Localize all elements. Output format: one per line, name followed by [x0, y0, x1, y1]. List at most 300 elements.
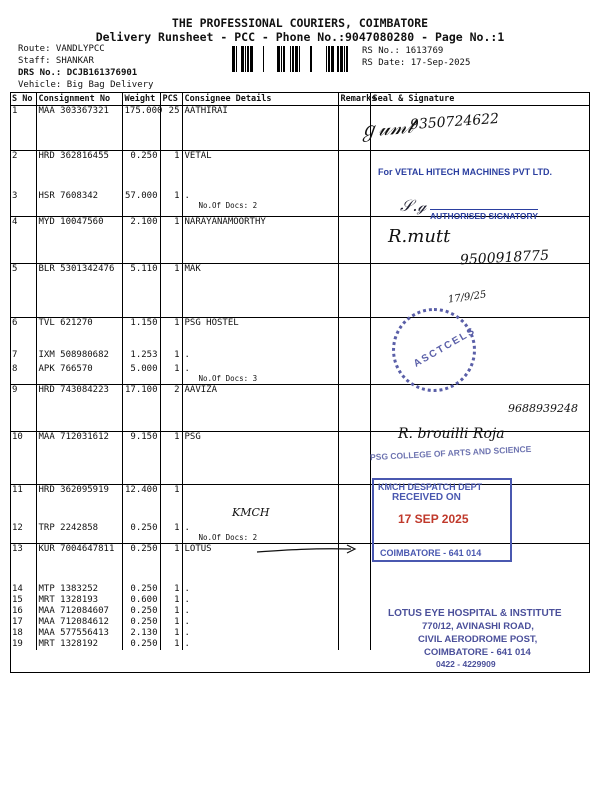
row-pcs-text: 1 — [174, 151, 180, 161]
row-seal — [370, 639, 590, 650]
row-sno — [10, 106, 36, 151]
row-consignment-no — [36, 151, 122, 191]
row-pcs — [160, 523, 182, 544]
row-weight-text: 0.250 — [130, 616, 158, 627]
barcode-bar — [236, 46, 237, 72]
row-consignment-no-text: HSR 7608342 — [38, 190, 99, 201]
row-sno — [10, 544, 36, 584]
row-consignment-no — [36, 350, 122, 364]
row-consignee-text: . — [184, 583, 190, 594]
row-sno-text: 5 — [12, 264, 18, 274]
handwritten-name-4: R.mutt — [388, 226, 451, 247]
signature-row-3: 𝒮.ℊ — [400, 196, 427, 215]
row-consignment-no — [36, 639, 122, 650]
row-consignee — [182, 318, 338, 350]
table-row — [10, 432, 590, 485]
row-weight-text: 2.100 — [130, 217, 158, 227]
row-consignment-no-text: HRD 362816455 — [38, 151, 109, 161]
row-consignee-text: . — [184, 616, 190, 627]
row-seal — [370, 318, 590, 350]
row-pcs — [160, 639, 182, 650]
row-seal — [370, 432, 590, 485]
row-consignment-no — [36, 385, 122, 432]
psg-college-stamp: PSG COLLEGE OF ARTS AND SCIENCE — [369, 443, 532, 463]
lotus-stamp-line5: 0422 - 4229909 — [436, 659, 496, 669]
barcode-bar — [331, 46, 334, 72]
row-weight-text: 9.150 — [130, 432, 158, 442]
row-weight — [122, 364, 160, 385]
row-consignment-no-text: MAA 712031612 — [38, 432, 109, 442]
row-consignment-no — [36, 432, 122, 485]
barcode-bar — [326, 46, 327, 72]
row-weight — [122, 217, 160, 264]
row-consignee-text: . — [184, 522, 190, 533]
row-consignee-text: . — [184, 363, 190, 374]
table-header-row — [10, 92, 590, 106]
row-consignee-text: VETAL — [184, 151, 212, 161]
row-weight-text: 0.250 — [130, 605, 158, 616]
col-header-seal: Seal & Signature — [370, 92, 590, 106]
row-weight-text: 0.250 — [130, 151, 158, 161]
row-sno-text: 11 — [12, 485, 23, 495]
vetal-company-stamp: For VETAL HITECH MACHINES PVT LTD. — [378, 167, 553, 177]
row-seal — [370, 606, 590, 617]
table-row — [10, 191, 590, 217]
table-row — [10, 385, 590, 432]
table-row — [10, 523, 590, 544]
rs-no-label: RS No.: 1613769 — [362, 46, 444, 56]
row-seal — [370, 217, 590, 264]
row-sno-text: 19 — [12, 638, 23, 649]
barcode-bar — [283, 46, 285, 72]
table-row — [10, 106, 590, 151]
row-consignment-no — [36, 606, 122, 617]
signature-row-1: ℊ𝓊𝓂𝓉 — [357, 113, 415, 143]
row-consignment-no — [36, 584, 122, 595]
row-sno — [10, 432, 36, 485]
row-weight — [122, 628, 160, 639]
lotus-stamp-line3: CIVIL AERODROME POST, — [418, 634, 538, 645]
row-weight-text: 1.253 — [130, 349, 158, 360]
row-weight-text: 5.000 — [130, 363, 158, 374]
barcode-bar — [295, 46, 298, 72]
row-consignee — [182, 628, 338, 639]
table-row — [10, 318, 590, 350]
row-remarks — [338, 639, 370, 650]
staff-label: Staff: SHANKAR — [18, 56, 94, 66]
row-consignee — [182, 432, 338, 485]
row-seal — [370, 544, 590, 584]
row-seal — [370, 350, 590, 364]
row-consignment-no-text: MRT 1328193 — [38, 594, 99, 605]
row-consignment-no-text: MTP 1383252 — [38, 583, 99, 594]
row-consignment-no-text: MYD 10047560 — [38, 217, 104, 227]
row-pcs — [160, 432, 182, 485]
row-remarks — [338, 523, 370, 544]
row-seal — [370, 485, 590, 523]
row-pcs — [160, 106, 182, 151]
row-remarks — [338, 350, 370, 364]
row-pcs-text: 1 — [174, 485, 180, 495]
vetal-signatory-stamp: AUTHORISED SIGNATORY — [430, 211, 538, 221]
row-remarks — [338, 364, 370, 385]
row-sno-text: 3 — [12, 190, 18, 201]
row-consignment-no-text: MAA 303367321 — [38, 106, 109, 116]
barcode-bar — [310, 46, 312, 72]
barcode-bar — [340, 46, 343, 72]
row-weight — [122, 264, 160, 318]
row-pcs-text: 1 — [174, 264, 180, 274]
lotus-stamp-line2: 770/12, AVINASHI ROAD, — [422, 621, 534, 632]
row-consignee-text: AAVIZA — [184, 385, 218, 395]
row-weight — [122, 606, 160, 617]
row-remarks — [338, 606, 370, 617]
row-sno-text: 8 — [12, 363, 18, 374]
row-consignee-text: . — [184, 638, 190, 649]
row-consignee — [182, 106, 338, 151]
row-consignment-no — [36, 318, 122, 350]
row-consignee-text: PSG HOSTEL — [184, 318, 239, 328]
row-sno-text: 6 — [12, 318, 18, 328]
row-consignee-text: PSG — [184, 432, 201, 442]
row-consignment-no — [36, 264, 122, 318]
row-sno-text: 16 — [12, 605, 23, 616]
row-pcs-text: 1 — [174, 594, 180, 605]
row-consignee — [182, 584, 338, 595]
barcode-bar — [346, 46, 348, 72]
barcode-bar — [337, 46, 339, 72]
row-weight — [122, 639, 160, 650]
row-pcs-text: 1 — [174, 349, 180, 360]
row-consignment-no — [36, 595, 122, 606]
row-pcs — [160, 485, 182, 523]
lotus-stamp-line4: COIMBATORE - 641 014 — [424, 647, 531, 658]
row-consignment-no-text: HRD 362095919 — [38, 485, 109, 495]
col-header-remarks: Remarks — [338, 92, 370, 106]
row-remarks — [338, 617, 370, 628]
row-weight-text: 0.250 — [130, 583, 158, 594]
row-consignee — [182, 639, 338, 650]
row-sno-text: 1 — [12, 106, 18, 116]
row-seal — [370, 628, 590, 639]
docs-count-note: No.Of Docs: 2 — [198, 200, 258, 210]
row-sno — [10, 364, 36, 385]
row-weight — [122, 151, 160, 191]
row-sno — [10, 385, 36, 432]
barcode-bar — [277, 46, 280, 72]
kmch-stamp-title: KMCH DESPATCH DEPT — [378, 482, 483, 492]
row-consignee-text: . — [184, 627, 190, 638]
row-weight-text: 57.000 — [124, 190, 158, 201]
row-consignee — [182, 523, 338, 544]
table-row — [10, 544, 590, 584]
table-row — [10, 217, 590, 264]
row-weight — [122, 584, 160, 595]
row-pcs-text: 1 — [174, 522, 180, 533]
runsheet-subtitle: Delivery Runsheet - PCC - Phone No.:9047080280 - Page No.:1 — [95, 30, 505, 44]
row-pcs — [160, 544, 182, 584]
row-seal — [370, 191, 590, 217]
row-consignment-no — [36, 523, 122, 544]
row-weight — [122, 385, 160, 432]
row-consignment-no-text: KUR 7004647811 — [38, 544, 115, 554]
row-consignee — [182, 364, 338, 385]
row-consignee-text: MAK — [184, 264, 201, 274]
row-weight — [122, 617, 160, 628]
barcode-bar — [292, 46, 294, 72]
row-pcs-text: 1 — [174, 616, 180, 627]
row-pcs — [160, 606, 182, 617]
row-consignment-no-text: HRD 743084223 — [38, 385, 109, 395]
row-pcs-text: 1 — [174, 190, 180, 201]
row-seal — [370, 385, 590, 432]
row-remarks — [338, 432, 370, 485]
table-row — [10, 584, 590, 595]
table-row — [10, 606, 590, 617]
row-consignee — [182, 350, 338, 364]
row-sno-text: 4 — [12, 217, 18, 227]
row-consignee-text: AATHIRAI — [184, 106, 228, 116]
lotus-stamp-line1: LOTUS EYE HOSPITAL & INSTITUTE — [388, 608, 562, 619]
barcode-bar — [250, 46, 253, 72]
row-remarks — [338, 485, 370, 523]
row-sno — [10, 485, 36, 523]
row-consignee — [182, 485, 338, 523]
barcode-bar — [299, 46, 300, 72]
row-seal — [370, 264, 590, 318]
table-row — [10, 264, 590, 318]
row-weight-text: 0.250 — [130, 522, 158, 533]
table-row — [10, 595, 590, 606]
handwritten-cons-11: KMCH — [232, 506, 270, 519]
row-pcs — [160, 151, 182, 191]
row-consignee-text: . — [184, 190, 190, 201]
company-title: THE PROFESSIONAL COURIERS, COIMBATORE — [171, 16, 429, 30]
table-row — [10, 364, 590, 385]
route-label: Route: VANDLYPCC — [18, 44, 105, 54]
table-row — [10, 639, 590, 650]
row-consignee — [182, 617, 338, 628]
row-consignee — [182, 191, 338, 217]
row-weight-text: 0.600 — [130, 594, 158, 605]
row-pcs-text: 1 — [174, 544, 180, 554]
drs-label: DRS No.: DCJB161376901 — [18, 68, 138, 78]
row-weight — [122, 106, 163, 151]
row-remarks — [338, 151, 370, 191]
row-weight — [122, 191, 160, 217]
row-pcs-text: 1 — [174, 605, 180, 616]
row-remarks — [338, 264, 370, 318]
row-weight-text: 0.250 — [130, 544, 158, 554]
row-pcs-text: 2 — [174, 385, 180, 395]
row-consignee — [182, 595, 338, 606]
row-sno-text: 15 — [12, 594, 23, 605]
col-header-pcs: PCS — [160, 92, 182, 106]
row-sno — [10, 151, 36, 191]
row-consignee — [182, 606, 338, 617]
table-body — [10, 106, 590, 650]
row-weight — [122, 523, 160, 544]
handwritten-phone-9: 9688939248 — [508, 402, 578, 415]
row-pcs — [160, 364, 182, 385]
row-weight-text: 12.400 — [124, 485, 158, 495]
row-consignee-text: . — [184, 605, 190, 616]
row-weight — [122, 318, 160, 350]
table-row — [10, 350, 590, 364]
row-consignment-no — [36, 191, 122, 217]
row-weight — [122, 595, 160, 606]
row-sno — [10, 584, 36, 595]
date-scrawl: 17/9/25 — [447, 289, 488, 306]
row-consignment-no-text: TVL 621270 — [38, 318, 93, 328]
row-pcs-text: 1 — [174, 318, 180, 328]
row-consignment-no-text: TRP 2242858 — [38, 522, 99, 533]
row-remarks — [338, 217, 370, 264]
row-pcs-text: 1 — [174, 432, 180, 442]
row-consignment-no-text: IXM 508980682 — [38, 349, 109, 360]
row-sno-text: 7 — [12, 349, 18, 360]
row-consignment-no-text: MAA 577556413 — [38, 627, 109, 638]
row-pcs — [160, 264, 182, 318]
row-seal — [370, 364, 590, 385]
table-row — [10, 617, 590, 628]
row-consignment-no-text: APK 766570 — [38, 363, 93, 374]
row-consignee — [182, 544, 338, 584]
row-sno — [10, 217, 36, 264]
row-consignee-text: . — [184, 594, 190, 605]
row-consignment-no — [36, 364, 122, 385]
row-weight — [122, 432, 160, 485]
row-consignment-no — [36, 106, 122, 151]
rs-date-label: RS Date: 17-Sep-2025 — [362, 58, 471, 68]
row-pcs-text: 1 — [174, 363, 180, 374]
barcode-bar — [328, 46, 330, 72]
row-pcs — [160, 628, 182, 639]
row-pcs-text: 25 — [168, 106, 180, 116]
row-seal — [370, 106, 590, 151]
row-sno — [10, 617, 36, 628]
row-consignment-no — [36, 617, 122, 628]
docs-count-note: No.Of Docs: 3 — [198, 373, 258, 383]
row-sno — [10, 523, 36, 544]
row-remarks — [338, 584, 370, 595]
row-consignment-no — [36, 485, 122, 523]
row-sno — [10, 264, 36, 318]
row-sno — [10, 606, 36, 617]
barcode-image — [232, 46, 357, 72]
row-pcs — [160, 595, 182, 606]
col-header-consignment: Consignment No — [36, 92, 122, 106]
row-pcs — [160, 617, 182, 628]
vehicle-label: Vehicle: Big Bag Delivery — [18, 80, 154, 90]
row-sno-text: 10 — [12, 432, 23, 442]
row-consignment-no-text: MRT 1328192 — [38, 638, 99, 649]
row-consignment-no — [36, 544, 122, 584]
runsheet-table — [10, 92, 590, 650]
row-remarks — [338, 628, 370, 639]
row-consignment-no-text: BLR 5301342476 — [38, 264, 115, 274]
row-weight — [122, 485, 160, 523]
row-weight — [122, 350, 160, 364]
row-seal — [370, 617, 590, 628]
row-sno-text: 2 — [12, 151, 18, 161]
row-remarks — [338, 544, 370, 584]
row-weight-text: 175.000 — [124, 106, 163, 116]
row-sno — [10, 639, 36, 650]
barcode-bar — [281, 46, 282, 72]
row-consignee-text: . — [184, 349, 190, 360]
row-consignment-no-text: MAA 712084612 — [38, 616, 109, 627]
row-pcs — [160, 318, 182, 350]
row-pcs — [160, 191, 182, 217]
row-weight-text: 2.130 — [130, 627, 158, 638]
table-row — [10, 485, 590, 523]
row-remarks — [338, 191, 370, 217]
row-pcs — [160, 385, 182, 432]
row-remarks — [338, 385, 370, 432]
row-consignee — [182, 151, 338, 191]
row-seal — [370, 595, 590, 606]
row-pcs-text: 1 — [174, 627, 180, 638]
kmch-stamp-received: RECEIVED ON — [392, 492, 461, 503]
row-pcs-text: 1 — [174, 217, 180, 227]
row-remarks — [338, 106, 370, 151]
row-consignment-no-text: MAA 712084607 — [38, 605, 109, 616]
barcode-bar — [344, 46, 345, 72]
row-pcs-text: 1 — [174, 583, 180, 594]
row-sno-text: 17 — [12, 616, 23, 627]
row-weight-text: 0.250 — [130, 638, 158, 649]
row-consignment-no — [36, 628, 122, 639]
barcode-bar — [232, 46, 235, 72]
row-consignee — [182, 264, 338, 318]
handwritten-phone-4: 9500918775 — [459, 247, 550, 269]
col-header-weight: Weight — [122, 92, 160, 106]
row-seal — [370, 584, 590, 595]
row-pcs — [160, 217, 182, 264]
row-seal — [370, 151, 590, 191]
row-sno — [10, 318, 36, 350]
kmch-stamp-city: COIMBATORE - 641 014 — [380, 548, 482, 558]
row-sno-text: 14 — [12, 583, 23, 594]
row-sno-text: 18 — [12, 627, 23, 638]
row-consignee-text: NARAYANAMOORTHY — [184, 217, 266, 227]
row-weight-text: 1.150 — [130, 318, 158, 328]
row-pcs — [160, 584, 182, 595]
row-consignment-no — [36, 217, 122, 264]
barcode-bar — [263, 46, 264, 72]
row-pcs-text: 1 — [174, 638, 180, 649]
barcode-bar — [290, 46, 291, 72]
col-header-consignee: Consignee Details — [182, 92, 338, 106]
barcode-bar — [245, 46, 246, 72]
barcode-bar — [241, 46, 244, 72]
signature-row-9: R. brouilli Roja — [398, 426, 505, 442]
table-row — [10, 151, 590, 191]
row-weight-text: 17.100 — [124, 385, 158, 395]
docs-count-note: No.Of Docs: 2 — [198, 532, 258, 542]
row-consignee — [182, 385, 338, 432]
row-remarks — [338, 318, 370, 350]
row-weight-text: 5.110 — [130, 264, 158, 274]
row-remarks — [338, 595, 370, 606]
row-sno — [10, 595, 36, 606]
row-sno-text: 13 — [12, 544, 23, 554]
row-consignee — [182, 217, 338, 264]
col-header-sno: S No — [10, 92, 36, 106]
row-sno-text: 9 — [12, 385, 18, 395]
row-sno — [10, 628, 36, 639]
